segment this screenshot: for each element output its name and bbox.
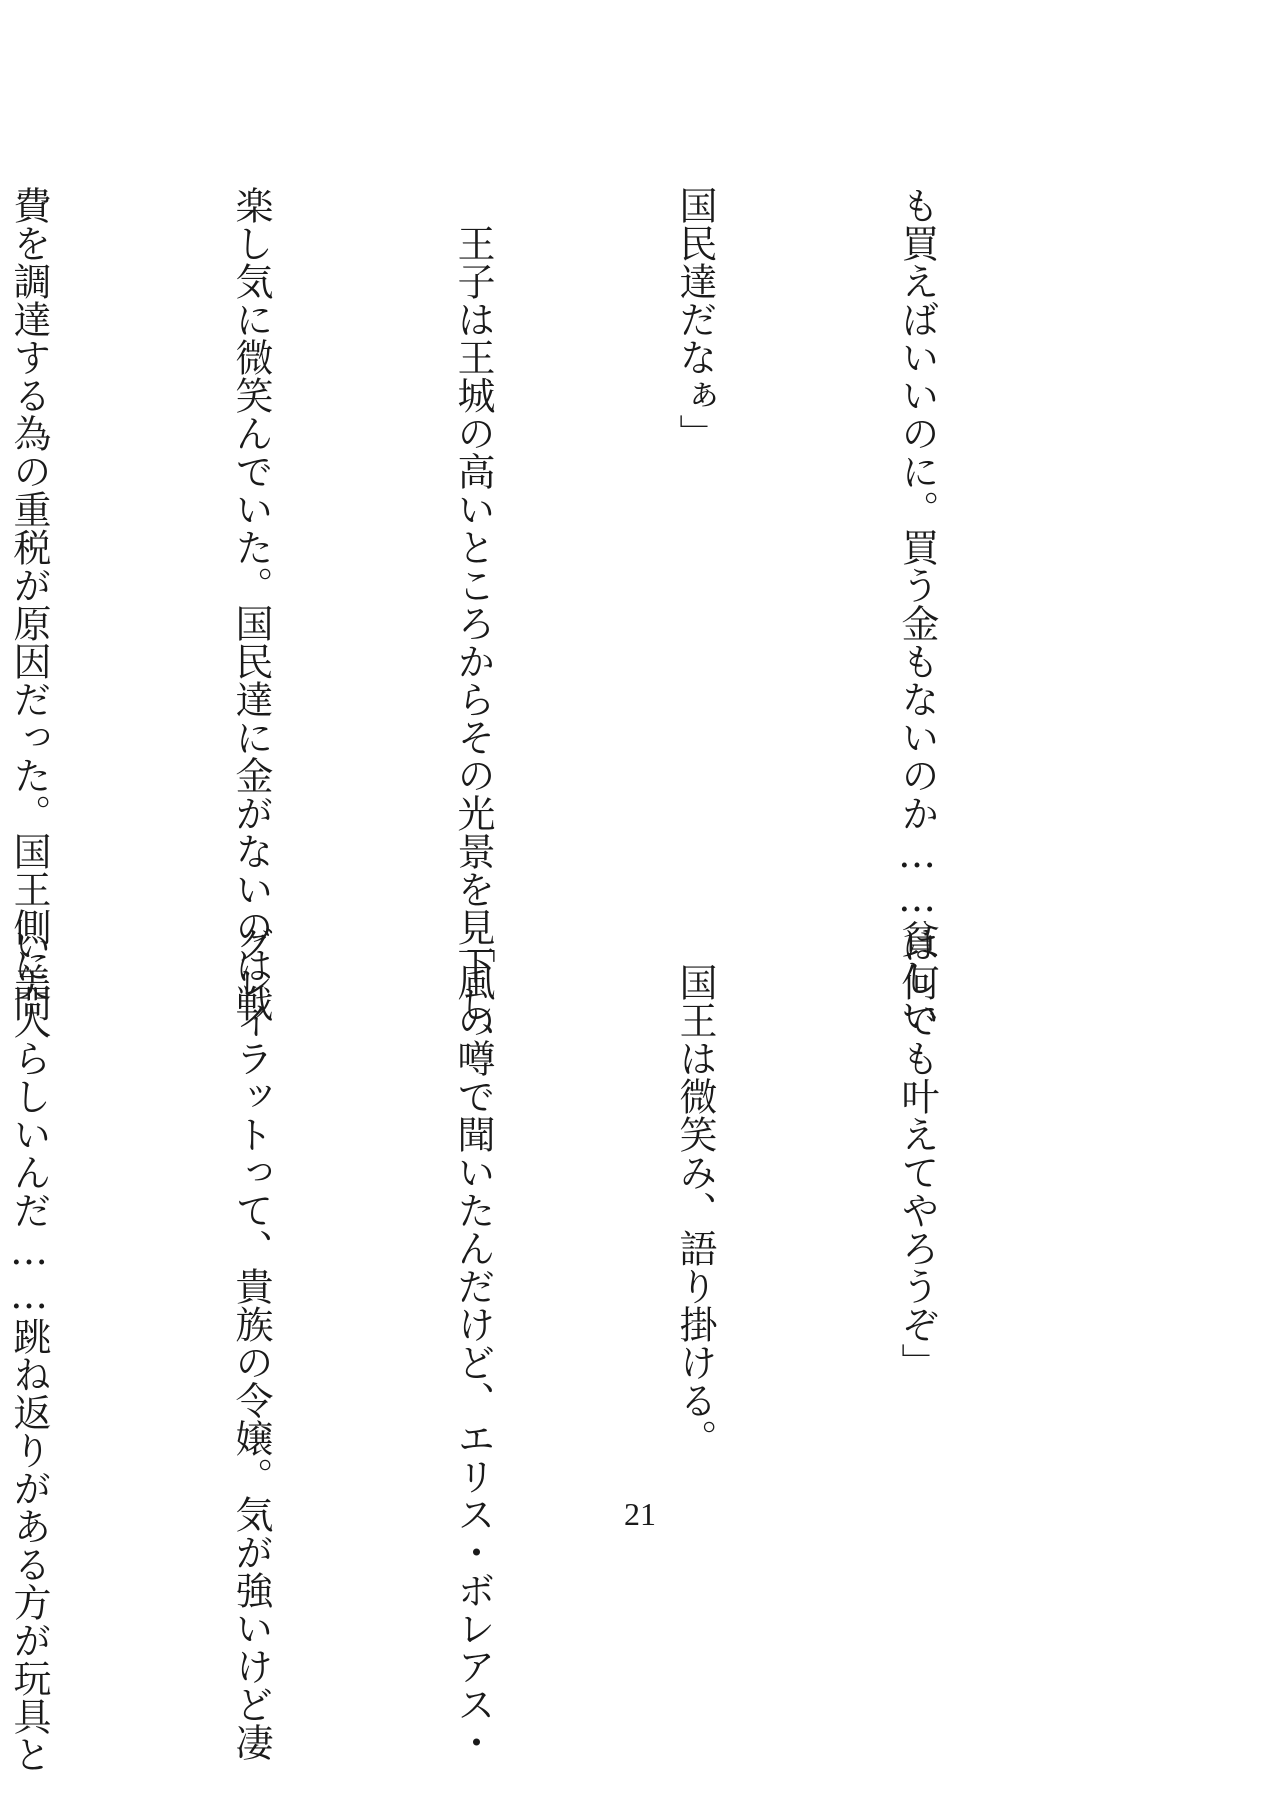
- text-line: 王子は王城の高いところからその光景を見下し、: [451, 186, 495, 1060]
- text-line: 費を調達する為の重税が原因だった。国王側に問: [7, 186, 51, 1022]
- text-line: 「風の噂で聞いたんだけど、エリス・ボレアス・: [451, 925, 495, 1761]
- text-line: も買えばいいのに。買う金もないのか……貧しい: [895, 186, 939, 1034]
- text-line: い美人らしいんだ……跳ね返りがある方が玩具と: [7, 925, 51, 1773]
- text-line: 楽し気に微笑んでいた。国民達に金がないのは戦: [229, 186, 273, 1022]
- page-number: 21: [624, 1496, 656, 1532]
- text-line: 国王は微笑み、語り掛ける。: [673, 925, 717, 1457]
- text-line: 国民達だなぁ」: [673, 186, 717, 452]
- text-line: グレイラットって、貴族の令嬢。気が強いけど凄: [229, 925, 273, 1761]
- upper-text-block: [7, 186, 1102, 1060]
- text-line: は何でも叶えてやろうぞ」: [895, 925, 939, 1381]
